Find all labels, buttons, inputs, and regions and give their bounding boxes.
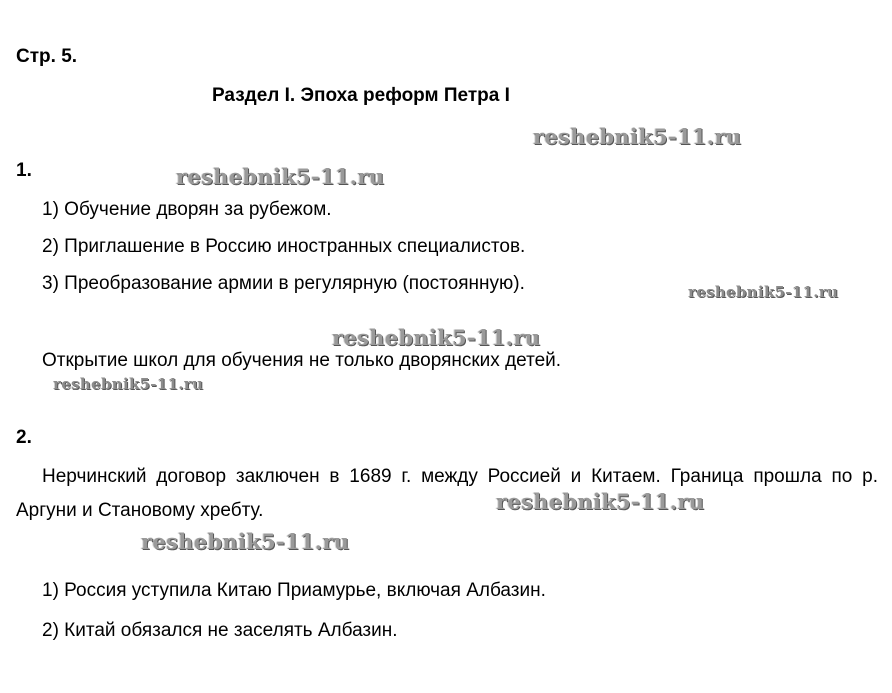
task2-paragraph xyxy=(16,460,878,528)
task1-item-2: 2) Приглашение в Россию иностранных специалистов. xyxy=(42,236,526,257)
watermark: reshebnik5-11.ru xyxy=(176,164,385,189)
task2-item-2: 2) Китай обязался не заселять Албазин. xyxy=(42,620,398,641)
watermark: reshebnik5-11.ru xyxy=(332,325,541,350)
task-number-1: 1. xyxy=(16,160,32,181)
task1-item-3: 3) Преобразование армии в регулярную (постоянную). xyxy=(42,273,525,294)
task2-paragraph-text: Нерчинский договор заключен в 1689 г. между Россией и Китаем. Граница прошла по р. Аргуни и Становому хребту. xyxy=(16,466,878,521)
section-title: Раздел I. Эпоха реформ Петра I xyxy=(212,85,510,106)
page-number: Стр. 5. xyxy=(16,46,78,67)
watermark: reshebnik5-11.ru xyxy=(53,375,204,393)
task2-item-1: 1) Россия уступила Китаю Приамурье, включая Албазин. xyxy=(42,580,546,601)
watermark: reshebnik5-11.ru xyxy=(533,124,742,149)
task-number-2: 2. xyxy=(16,427,32,448)
task1-note: Открытие школ для обучения не только дворянских детей. xyxy=(42,350,562,371)
task1-item-1: 1) Обучение дворян за рубежом. xyxy=(42,199,332,220)
watermark: reshebnik5-11.ru xyxy=(688,283,839,301)
watermark: reshebnik5-11.ru xyxy=(496,489,705,514)
watermark: reshebnik5-11.ru xyxy=(141,529,350,554)
